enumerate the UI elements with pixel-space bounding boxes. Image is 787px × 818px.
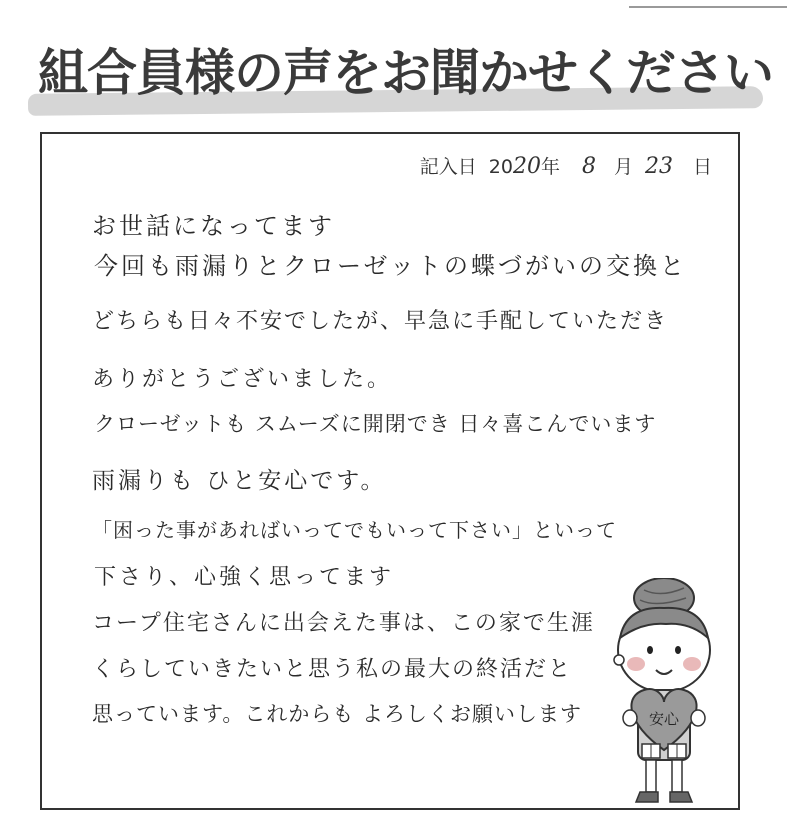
message-line: どちらも日々不安でしたが、早急に手配していただき [92, 309, 669, 334]
entry-date-row [420, 152, 712, 179]
message-line: 思っています。これからも よろしくお願いします [92, 702, 582, 726]
year-unit: 年 [540, 156, 560, 178]
message-line: くらしていきたいと思う私の最大の終活だと [92, 657, 573, 682]
month-unit: 月 [613, 156, 633, 178]
month-value: 8 [581, 154, 596, 179]
heart-label: 安心 [648, 710, 680, 728]
day-unit: 日 [692, 156, 712, 178]
mascot-woman-heart-icon [586, 578, 736, 814]
message-line: ありがとうございました。 [92, 367, 393, 392]
heading-area [28, 38, 773, 124]
year-prefix: 20 [488, 156, 513, 178]
year-value: 20 [512, 154, 541, 179]
message-line: 「困った事があればいってでもいって下さい」といって [92, 518, 617, 542]
date-label: 記入日 [419, 156, 477, 178]
message-line: 下さり、心強く思ってます [94, 565, 395, 590]
message-line: お世話になってます [92, 212, 335, 240]
message-line: 雨漏りも ひと安心です。 [92, 468, 387, 494]
top-right-rule [629, 6, 787, 8]
message-line: コープ住宅さんに出会えた事は、この家で生涯 [92, 611, 595, 636]
day-value: 23 [644, 154, 673, 179]
message-line: 今回も雨漏りとクローゼットの蝶づがいの交換と [94, 252, 688, 280]
message-line: クローゼットも スムーズに開閉でき 日々喜こんでいます [94, 412, 657, 436]
page-title: 組合員様の声をお聞かせください [38, 44, 773, 102]
